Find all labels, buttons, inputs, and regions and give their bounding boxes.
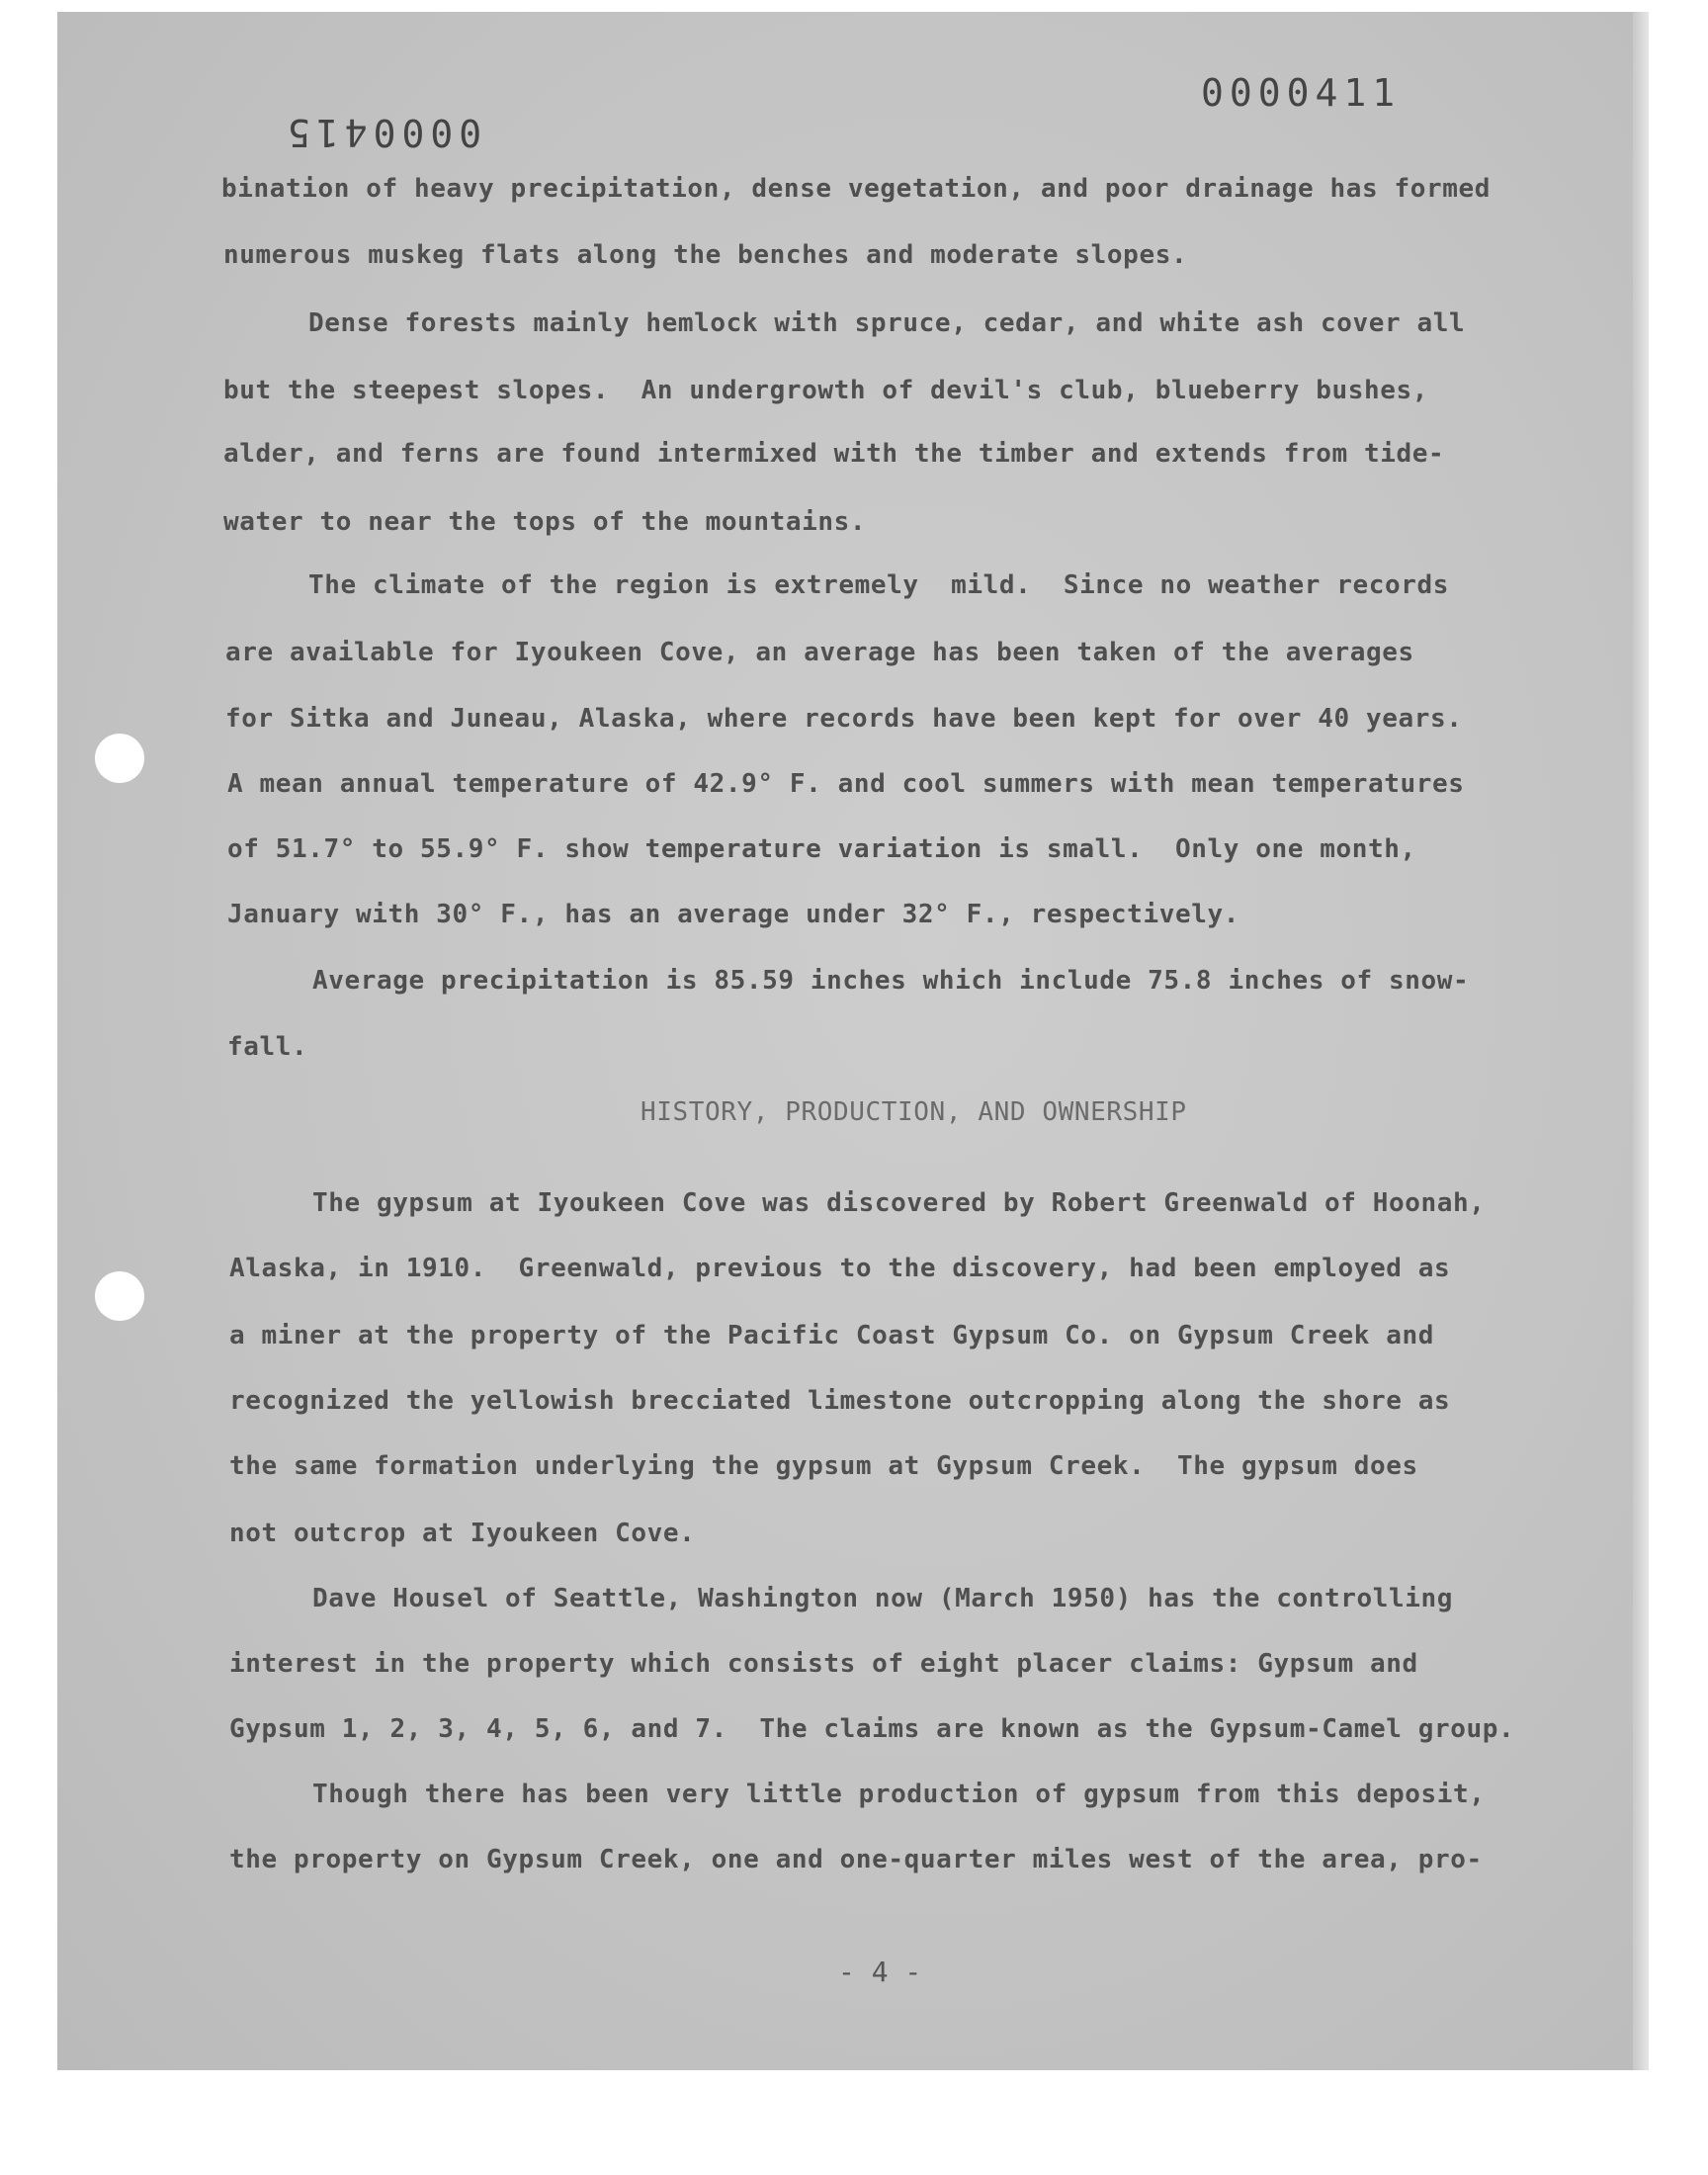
body-line: not outcrop at Iyoukeen Cove. <box>229 1519 696 1548</box>
body-line: for Sitka and Juneau, Alaska, where records have been kept for over 40 years. <box>225 704 1463 734</box>
body-line: are available for Iyoukeen Cove, an average has been taken of the averages <box>225 638 1414 667</box>
body-line: water to near the tops of the mountains. <box>223 507 867 537</box>
body-line: alder, and ferns are found intermixed with the timber and extends from tide- <box>223 439 1445 469</box>
page-number: - 4 - <box>838 1956 922 1988</box>
body-line: bination of heavy precipitation, dense vegetation, and poor drainage has formed <box>221 174 1492 204</box>
body-line: Though there has been very little production of gypsum from this deposit, <box>312 1780 1486 1809</box>
body-line: of 51.7° to 55.9° F. show temperature variation is small. Only one month, <box>227 834 1416 864</box>
document-number-stamp-inverted: 0000415 <box>282 111 482 154</box>
body-line: A mean annual temperature of 42.9° F. and cool summers with mean temperatures <box>227 769 1465 799</box>
punch-hole-upper <box>95 734 144 783</box>
body-line: recognized the yellowish brecciated limestone outcropping along the shore as <box>229 1386 1451 1416</box>
punch-hole-lower <box>95 1271 144 1321</box>
body-line: numerous muskeg flats along the benches and moderate slopes. <box>223 240 1188 270</box>
body-line: interest in the property which consists of eight placer claims: Gypsum and <box>229 1649 1418 1679</box>
body-line: Average precipitation is 85.59 inches which include 75.8 inches of snow- <box>312 966 1470 996</box>
body-line: Gypsum 1, 2, 3, 4, 5, 6, and 7. The claims are known as the Gypsum-Camel group. <box>229 1714 1515 1744</box>
body-line: Alaska, in 1910. Greenwald, previous to the discovery, had been employed as <box>229 1254 1451 1283</box>
body-line: The gypsum at Iyoukeen Cove was discovered by Robert Greenwald of Hoonah, <box>312 1188 1486 1218</box>
body-line: a miner at the property of the Pacific Coast Gypsum Co. on Gypsum Creek and <box>229 1321 1434 1350</box>
body-line: fall. <box>227 1032 308 1062</box>
body-line: Dense forests mainly hemlock with spruce, cedar, and white ash cover all <box>308 308 1466 338</box>
body-line: the same formation underlying the gypsum at Gypsum Creek. The gypsum does <box>229 1451 1418 1481</box>
section-heading: HISTORY, PRODUCTION, AND OWNERSHIP <box>640 1097 1187 1127</box>
body-line: The climate of the region is extremely mild. Since no weather records <box>308 570 1449 600</box>
body-line: but the steepest slopes. An undergrowth of devil's club, blueberry bushes, <box>223 376 1428 405</box>
page-edge-shadow <box>1633 12 1649 2070</box>
document-number-stamp: 0000411 <box>1201 71 1402 115</box>
body-line: January with 30° F., has an average under 32° F., respectively. <box>227 900 1239 929</box>
body-line: the property on Gypsum Creek, one and one-quarter miles west of the area, pro- <box>229 1845 1483 1874</box>
body-line: Dave Housel of Seattle, Washington now (March 1950) has the controlling <box>312 1584 1453 1613</box>
